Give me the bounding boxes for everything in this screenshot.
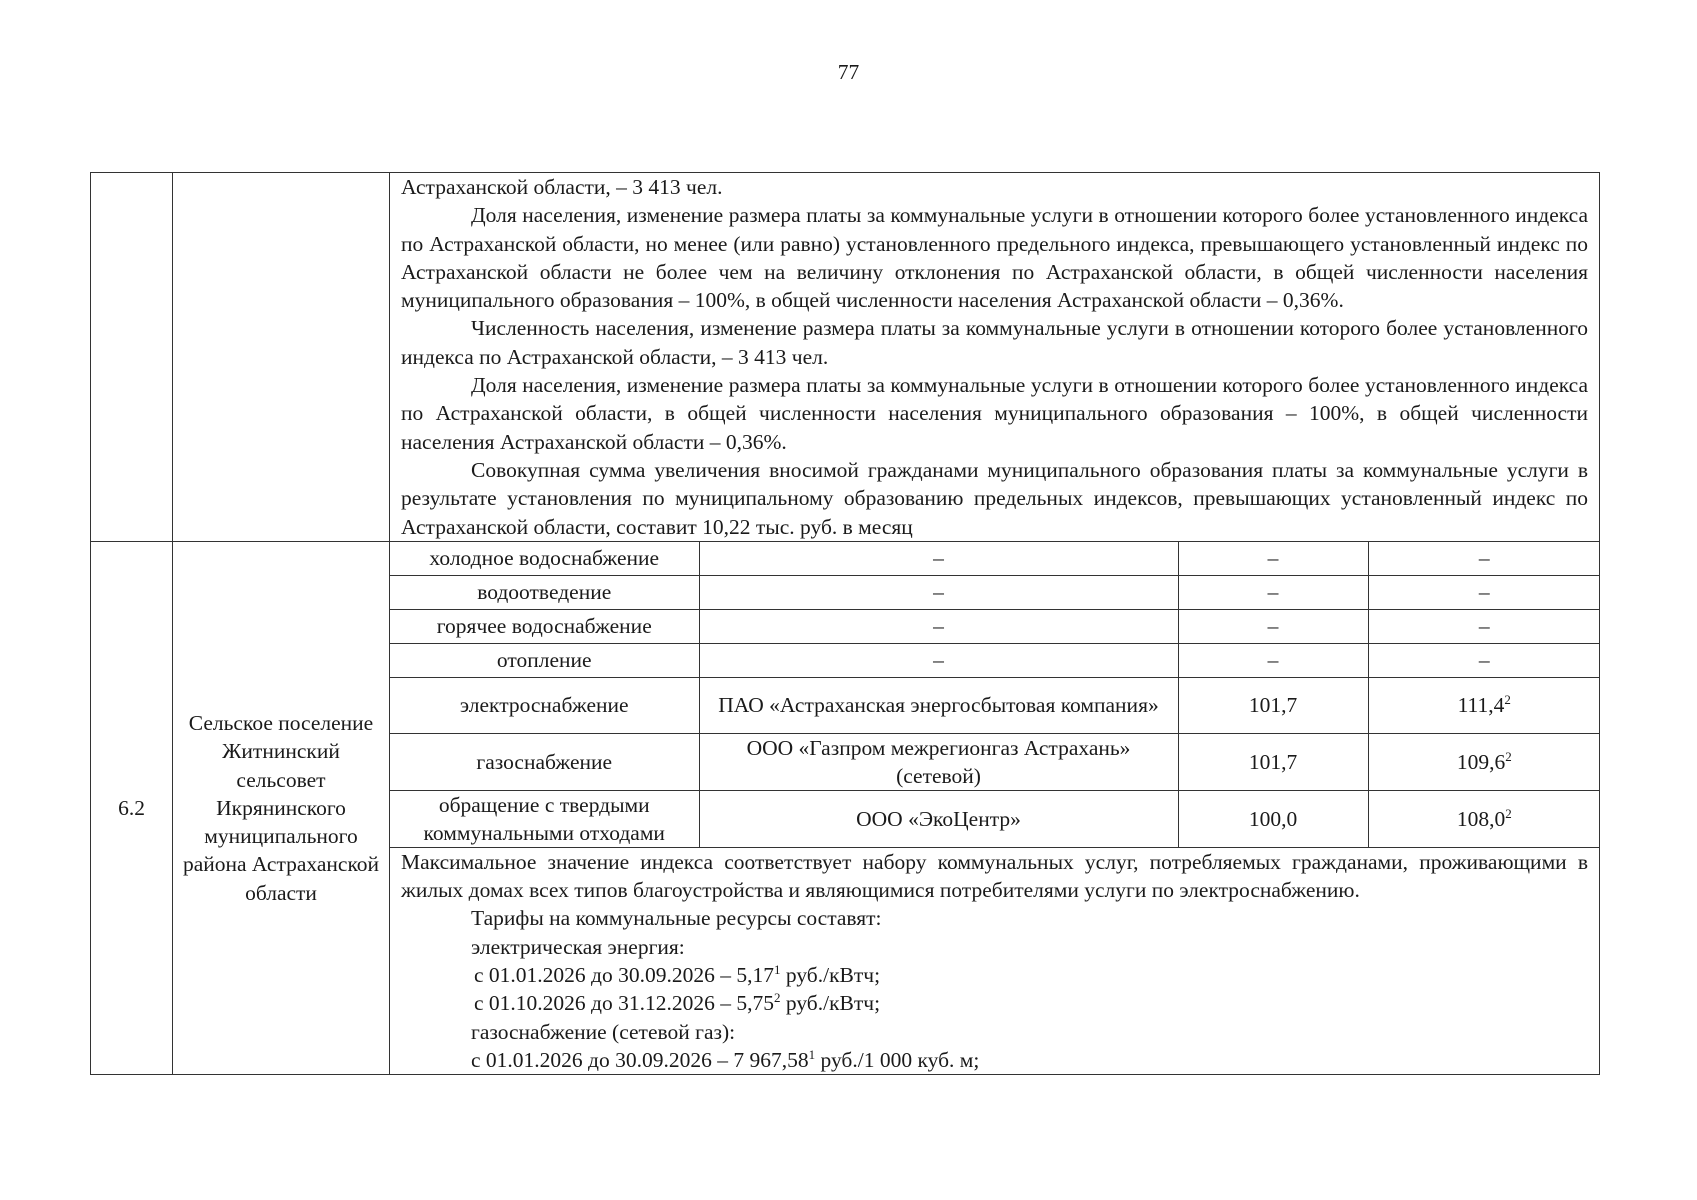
index-value: 100,0	[1178, 790, 1368, 847]
max-index-number: 111,4	[1457, 693, 1505, 718]
paragraph: Доля населения, изменение размера платы за коммунальные услуги в отношении которого более установленного индекса по Астраханской области, в общей численности населения муниципального образования – 100%, в общей численности населения Астраханской области – 0,36%.	[401, 373, 1588, 454]
gas-tariff-1	[401, 1046, 1588, 1074]
footnote-mark: 2	[773, 990, 781, 1006]
footnote-mark: 2	[1504, 692, 1511, 708]
max-index-value	[1368, 790, 1600, 847]
tariff-text: с 01.01.2026 до 30.09.2026 – 7 967,58	[471, 1047, 809, 1072]
number-cell-empty	[91, 173, 173, 542]
table-row	[390, 790, 1600, 847]
utilities-table	[90, 172, 1600, 1075]
service-name: горячее водоснабжение	[390, 609, 699, 643]
max-index-number: 109,6	[1456, 749, 1506, 774]
service-name: электроснабжение	[390, 677, 699, 733]
index-value: –	[1178, 575, 1368, 609]
table-row	[390, 575, 1600, 609]
services-table	[390, 542, 1600, 848]
table-row	[390, 677, 1600, 733]
services-cell	[390, 541, 1600, 1074]
max-index-value: –	[1368, 542, 1600, 576]
table-row-previous	[91, 173, 1600, 542]
footnote-mark: 1	[773, 961, 781, 977]
tariff-unit: руб./1 000 куб. м;	[815, 1047, 980, 1072]
tariffs-title: Тарифы на коммунальные ресурсы составят:	[471, 906, 882, 931]
table-row	[390, 733, 1600, 790]
index-value: –	[1178, 643, 1368, 677]
provider: ООО «Газпром межрегионгаз Астрахань» (сетевой)	[699, 733, 1178, 790]
footnote-mark: 2	[1505, 805, 1512, 821]
electricity-tariff-2	[401, 989, 1588, 1017]
provider: –	[699, 575, 1178, 609]
service-name: водоотведение	[390, 575, 699, 609]
provider: ПАО «Астраханская энергосбытовая компания»	[699, 677, 1178, 733]
note-paragraph: Максимальное значение индекса соответствует набору коммунальных услуг, потребляемых гражданами, проживающими в жилых домах всех типов благоустройства и являющимися потребителями услуги по электроснабжению.	[401, 849, 1588, 903]
gas-title: газоснабжение (сетевой газ):	[471, 1019, 736, 1044]
notes-block	[390, 848, 1599, 1074]
index-value: 101,7	[1178, 733, 1368, 790]
municipality-name	[173, 541, 390, 1074]
provider: –	[699, 643, 1178, 677]
table-row	[390, 609, 1600, 643]
paragraph: Совокупная сумма увеличения вносимой гражданами муниципального образования платы за коммунальные услуги в результате установления по муниципальному образованию предельных индексов, превышающих установленный индекс по Астраханской области, составит 10,22 тыс. руб. в месяц	[401, 457, 1588, 539]
provider: ООО «ЭкоЦентр»	[699, 790, 1178, 847]
tariff-unit: руб./кВтч;	[780, 991, 881, 1016]
footnote-mark: 2	[1505, 748, 1512, 764]
service-name: отопление	[390, 643, 699, 677]
footnote-mark: 1	[808, 1046, 816, 1062]
max-index-value: –	[1368, 643, 1600, 677]
previous-row-text	[390, 173, 1600, 542]
max-index-value: –	[1368, 575, 1600, 609]
provider: –	[699, 609, 1178, 643]
electricity-tariff-1	[401, 961, 1588, 989]
electricity-title: электрическая энергия:	[471, 934, 685, 959]
row-number: 6.2	[91, 541, 173, 1074]
service-name: газоснабжение	[390, 733, 699, 790]
municipality-cell-empty	[173, 173, 390, 542]
page-number: 77	[837, 60, 860, 84]
max-index-value	[1368, 677, 1600, 733]
municipality-text: Сельское поселение Житнинский сельсовет Икрянинского муниципального района Астраханской области	[182, 711, 380, 905]
tariff-unit: руб./кВтч;	[780, 963, 881, 988]
index-value: –	[1178, 542, 1368, 576]
provider: –	[699, 542, 1178, 576]
tariff-text: с 01.10.2026 до 31.12.2026 – 5,75	[474, 991, 774, 1016]
index-value: 101,7	[1178, 677, 1368, 733]
table-row	[390, 643, 1600, 677]
table-row-6-2	[91, 541, 1600, 1074]
service-name: обращение с твердыми коммунальными отходами	[390, 790, 699, 847]
max-index-value: –	[1368, 609, 1600, 643]
paragraph: Доля населения, изменение размера платы за коммунальные услуги в отношении которого более установленного индекса по Астраханской области, но менее (или равно) установленного предельного индекса, превышающего установленный индекс по Астраханской области не более чем на величину отклонения по Астраханской области, в общей численности населения муниципального образования – 100%, в общей численности населения Астраханской области – 0,36%.	[401, 203, 1588, 313]
paragraph: Численность населения, изменение размера платы за коммунальные услуги в отношении которого более установленного индекса по Астраханской области, – 3 413 чел.	[401, 316, 1588, 369]
table-row	[390, 542, 1600, 576]
index-value: –	[1178, 609, 1368, 643]
max-index-number: 108,0	[1456, 806, 1506, 831]
paragraph: Астраханской области, – 3 413 чел.	[401, 175, 723, 199]
tariff-text: с 01.01.2026 до 30.09.2026 – 5,17	[474, 963, 774, 988]
max-index-value	[1368, 733, 1600, 790]
service-name: холодное водоснабжение	[390, 542, 699, 576]
